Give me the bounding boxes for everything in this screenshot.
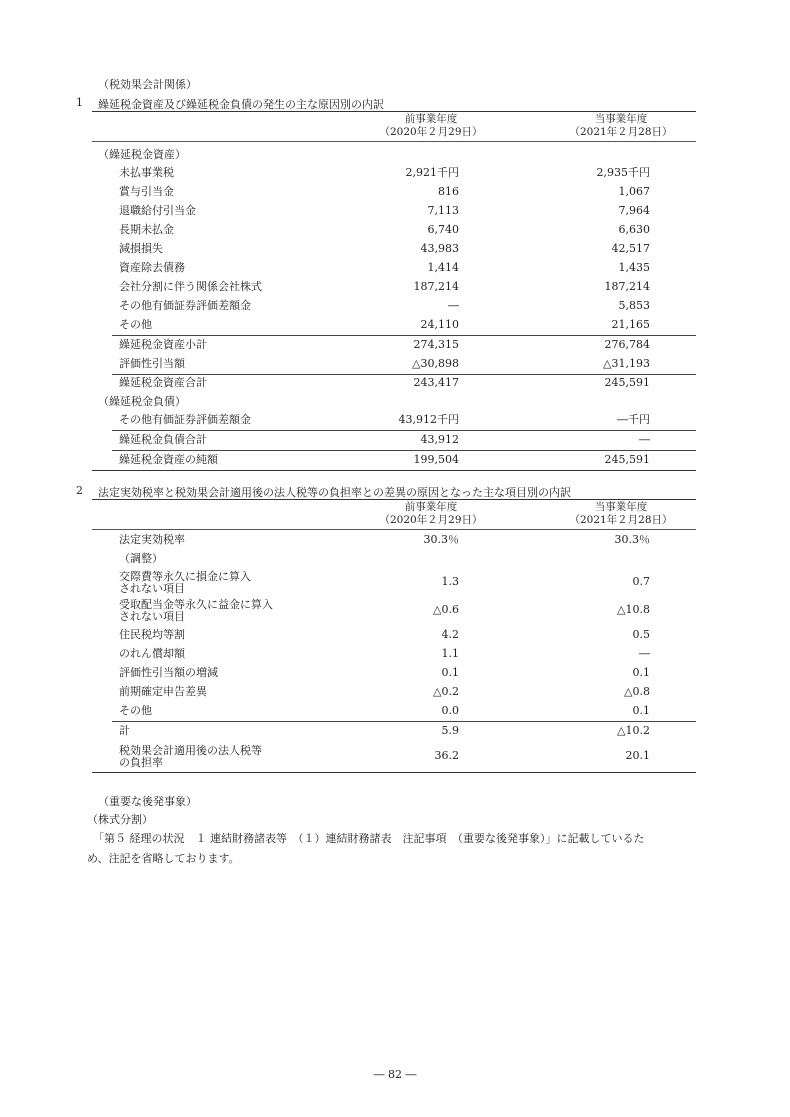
page-number: ― 82 ― — [373, 1068, 417, 1081]
row-value-prev: △0.2 — [433, 685, 459, 698]
row-label: 賞与引当金 — [119, 185, 174, 198]
row-label: 住民税均等割 — [119, 628, 185, 641]
table1-col-curr — [536, 113, 706, 139]
assets-group-label: （繰延税金資産） — [98, 148, 186, 161]
row-label — [119, 745, 262, 769]
row-value-curr: 42,517 — [611, 242, 650, 255]
row-value-curr: ―千円 — [617, 413, 650, 426]
table1-top-rule — [92, 111, 696, 112]
row-label: 繰延税金資産合計 — [119, 376, 207, 389]
table2-number: 2 — [76, 484, 83, 497]
table2-title: 法定実効税率と税効果会計適用後の法人税等の負担率との差異の原因となった主な項目別の内訳 — [98, 486, 571, 499]
row-value-curr: △0.8 — [624, 685, 650, 698]
row-value-prev: 43,912千円 — [398, 413, 459, 426]
row-value-curr: 276,784 — [604, 338, 650, 351]
row-value-curr: ― — [639, 433, 650, 446]
row-value-curr: 1,435 — [618, 261, 650, 274]
row-value-curr: ― — [639, 647, 650, 660]
table1-bottom-rule — [92, 470, 696, 471]
row-value-curr: 7,964 — [618, 204, 650, 217]
table1-col-curr-line2: （2021年２月28日） — [569, 126, 673, 138]
row-value-curr: △31,193 — [603, 357, 650, 370]
table1-header-rule — [92, 141, 696, 142]
row-label: その他有価証券評価差額金 — [119, 413, 251, 426]
row-value-prev: 36.2 — [434, 749, 459, 762]
table1-col-prev-line1: 前事業年度 — [404, 113, 458, 125]
table-row — [92, 240, 696, 258]
table1-net-row — [92, 451, 696, 469]
row-label: 繰延税金負債合計 — [119, 433, 207, 446]
table2-effective-row — [92, 744, 696, 769]
row-label-line2: されない項目 — [119, 610, 185, 623]
adjust-group-label: （調整） — [119, 552, 163, 565]
row-value-curr: 21,165 — [611, 318, 650, 331]
table-row — [92, 183, 696, 201]
row-label: その他有価証券評価差額金 — [119, 299, 251, 312]
row-label: のれん償却額 — [119, 647, 185, 660]
row-value-curr: 245,591 — [604, 453, 650, 466]
table-row — [92, 297, 696, 315]
row-value-prev: 1,414 — [427, 261, 459, 274]
row-value-prev: 6,740 — [427, 223, 459, 236]
table2-col-prev-line1: 前事業年度 — [404, 501, 458, 513]
row-value-prev: 30.3％ — [423, 533, 459, 546]
row-value-prev: 1.1 — [441, 647, 459, 660]
row-label: その他 — [119, 318, 152, 331]
row-value-prev: 0.1 — [441, 666, 459, 679]
table1-allowance-row — [92, 355, 696, 373]
row-label — [119, 571, 251, 595]
row-value-prev: △30,898 — [412, 357, 459, 370]
row-value-prev: 2,921千円 — [405, 166, 459, 179]
table1-assets-total-row — [92, 374, 696, 392]
table2-col-curr-line1: 当事業年度 — [594, 501, 648, 513]
row-value-prev: 187,214 — [413, 280, 459, 293]
table1-liab-group — [92, 393, 696, 411]
table-row — [92, 702, 696, 720]
row-value-prev: 4.2 — [441, 628, 459, 641]
row-value-curr: 0.1 — [632, 704, 650, 717]
row-label: 計 — [119, 724, 130, 737]
row-value-curr: 2,935千円 — [596, 166, 650, 179]
row-label-line1: 交際費等永久に損金に算入 — [119, 570, 251, 583]
row-label-line2: の負担率 — [119, 756, 163, 769]
row-label: 退職給付引当金 — [119, 204, 196, 217]
row-value-curr: 20.1 — [625, 749, 650, 762]
row-value-prev: △0.6 — [433, 603, 459, 616]
row-value-curr: 30.3％ — [614, 533, 650, 546]
table2-bottom-rule — [92, 772, 696, 773]
row-label: 減損損失 — [119, 242, 163, 255]
table-row — [92, 598, 696, 623]
table1-assets-group — [92, 146, 696, 164]
row-label: 繰延税金資産の純額 — [119, 453, 218, 466]
table2-header-rule — [92, 529, 696, 530]
section-title: （税効果会計関係） — [98, 78, 197, 91]
table-row — [92, 664, 696, 682]
liab-group-label: （繰延税金負債） — [98, 395, 186, 408]
table2-statutory-row — [92, 531, 696, 549]
row-value-prev: 274,315 — [413, 338, 459, 351]
subsequent-line2: め、注記を省略しております。 — [87, 852, 240, 865]
row-value-prev: 7,113 — [427, 204, 459, 217]
table2-adjust-group — [92, 550, 696, 568]
row-value-curr: 245,591 — [604, 376, 650, 389]
row-value-prev: 1.3 — [441, 575, 459, 588]
row-value-prev: 43,912 — [420, 433, 459, 446]
table1-number: 1 — [76, 96, 83, 109]
table1-col-prev-line2: （2020年２月29日） — [379, 126, 483, 138]
row-value-curr: 1,067 — [618, 185, 650, 198]
row-value-prev: ― — [448, 299, 459, 312]
subsequent-subtitle: （株式分割） — [87, 813, 153, 826]
row-value-curr: 187,214 — [604, 280, 650, 293]
row-label-line2: されない項目 — [119, 582, 185, 595]
row-label: 長期未払金 — [119, 223, 174, 236]
row-value-curr: 0.1 — [632, 666, 650, 679]
table-row — [92, 645, 696, 663]
table1-col-prev — [346, 113, 516, 139]
table2-total-row — [92, 722, 696, 740]
table-row — [92, 164, 696, 182]
row-label: 繰延税金資産小計 — [119, 338, 207, 351]
row-label: 資産除去債務 — [119, 261, 185, 274]
subsequent-line1: 「第５ 経理の状況 １ 連結財務諸表等 （１）連結財務諸表 注記事項 （重要な後発事象）」に記載しているた — [93, 832, 645, 845]
row-value-prev: 5.9 — [441, 724, 459, 737]
row-value-curr: △10.8 — [617, 603, 650, 616]
row-value-prev: 24,110 — [420, 318, 459, 331]
table-row — [92, 570, 696, 595]
row-label: その他 — [119, 704, 152, 717]
table2 — [92, 498, 696, 773]
table2-top-rule — [92, 499, 696, 500]
table1-title: 繰延税金資産及び繰延税金負債の発生の主な原因別の内訳 — [98, 98, 384, 111]
table-row — [92, 626, 696, 644]
table2-col-curr-line2: （2021年２月28日） — [569, 514, 673, 526]
table2-col-prev — [346, 501, 516, 527]
table1-col-curr-line1: 当事業年度 — [594, 113, 648, 125]
table2-col-prev-line2: （2020年２月29日） — [379, 514, 483, 526]
row-value-prev: 199,504 — [413, 453, 459, 466]
table-row — [92, 278, 696, 296]
table-row — [92, 202, 696, 220]
row-label: 会社分割に伴う関係会社株式 — [119, 280, 262, 293]
row-label: 評価性引当額 — [119, 357, 185, 370]
table1-liab-total-row — [92, 431, 696, 449]
table1-subtotal-row — [92, 336, 696, 354]
row-label: 法定実効税率 — [119, 533, 185, 546]
table1 — [92, 110, 696, 470]
table-row — [92, 259, 696, 277]
row-value-prev: 0.0 — [441, 704, 459, 717]
row-label: 前期確定申告差異 — [119, 685, 207, 698]
row-label: 未払事業税 — [119, 166, 174, 179]
row-value-curr: △10.2 — [617, 724, 650, 737]
table1-liab-item-row — [92, 411, 696, 429]
table-row — [92, 221, 696, 239]
row-value-curr: 5,853 — [618, 299, 650, 312]
row-label — [119, 599, 273, 623]
table2-col-curr — [536, 501, 706, 527]
row-label-line1: 税効果会計適用後の法人税等 — [119, 744, 262, 757]
row-value-prev: 243,417 — [413, 376, 459, 389]
row-value-prev: 816 — [438, 185, 459, 198]
row-value-curr: 0.7 — [632, 575, 650, 588]
subsequent-title: （重要な後発事象） — [98, 795, 197, 808]
table-row — [92, 316, 696, 334]
row-value-prev: 43,983 — [420, 242, 459, 255]
row-value-curr: 0.5 — [632, 628, 650, 641]
row-label-line1: 受取配当金等永久に益金に算入 — [119, 598, 273, 611]
row-value-curr: 6,630 — [618, 223, 650, 236]
row-label: 評価性引当額の増減 — [119, 666, 218, 679]
table-row — [92, 683, 696, 701]
